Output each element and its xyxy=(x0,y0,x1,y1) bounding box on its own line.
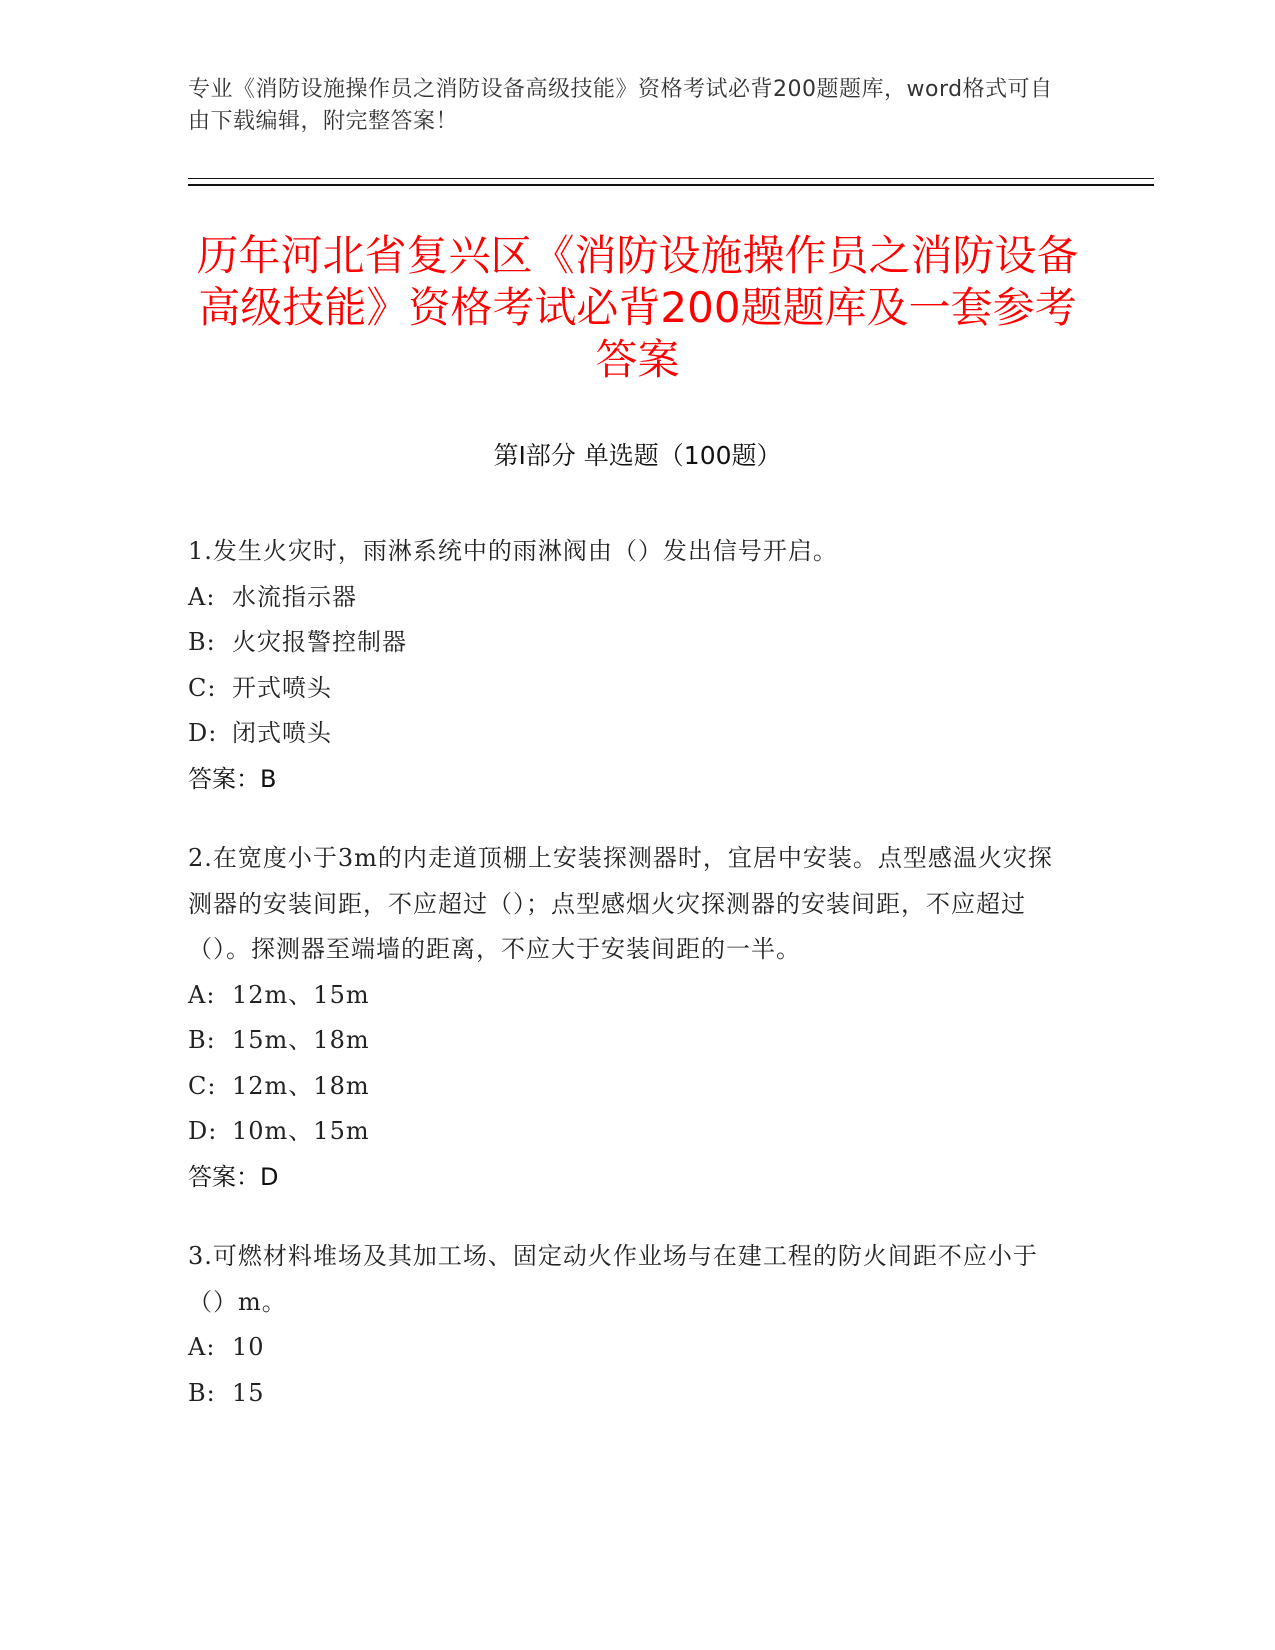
question-stem: 2.在宽度小于3m的内走道顶棚上安装探测器时，宜居中安装。点型感温火灾探测器的安装间距，不应超过（）；点型感烟火灾探测器的安装间距，不应超过（）。探测器至端墙的距离，不应大于安装间距的一半。 xyxy=(188,844,1053,963)
option-b xyxy=(188,1371,1068,1417)
option-text: 15 xyxy=(232,1378,265,1407)
option-b xyxy=(188,620,1068,666)
question-stem: 1.发生火灾时，雨淋系统中的雨淋阀由（）发出信号开启。 xyxy=(188,537,838,565)
option-d xyxy=(188,711,1068,757)
option-a xyxy=(188,973,1068,1019)
question-list xyxy=(188,529,1068,1450)
option-c xyxy=(188,1064,1068,1110)
option-letter: D: xyxy=(188,719,218,747)
document-title: 历年河北省复兴区《消防设施操作员之消防设备高级技能》资格考试必背200题题库及一套参考答案 xyxy=(196,231,1079,384)
option-letter: A: xyxy=(188,1333,216,1361)
answer-line: 答案：D xyxy=(188,1162,279,1191)
question-2 xyxy=(188,836,1068,1200)
option-text: 火灾报警控制器 xyxy=(232,628,407,656)
option-letter: A: xyxy=(188,582,216,611)
option-d xyxy=(188,1109,1068,1155)
option-text: 12m、15m xyxy=(232,980,370,1009)
option-text: 10m、15m xyxy=(232,1117,370,1145)
option-a xyxy=(188,1325,1068,1371)
option-b xyxy=(188,1018,1068,1064)
header-divider-thick xyxy=(188,184,1154,186)
option-a xyxy=(188,575,1068,621)
option-text: 15m、18m xyxy=(232,1026,370,1054)
option-letter: A: xyxy=(188,980,216,1009)
header-note: 专业《消防设施操作员之消防设备高级技能》资格考试必背200题题库，word格式可自由下载编辑，附完整答案！ xyxy=(188,77,1053,134)
option-letter: B: xyxy=(188,628,216,656)
option-text: 开式喷头 xyxy=(232,673,332,702)
option-letter: C: xyxy=(188,1071,217,1100)
option-c xyxy=(188,666,1068,712)
question-3 xyxy=(188,1234,1068,1416)
option-letter: C: xyxy=(188,673,217,702)
option-text: 水流指示器 xyxy=(232,582,357,611)
question-1 xyxy=(188,529,1068,802)
option-letter: B: xyxy=(188,1026,216,1054)
option-text: 闭式喷头 xyxy=(232,719,332,747)
option-text: 10 xyxy=(232,1333,265,1361)
header-divider-thin xyxy=(188,178,1154,179)
option-text: 12m、18m xyxy=(232,1071,370,1100)
answer-line: 答案：B xyxy=(188,764,277,793)
option-letter: B: xyxy=(188,1378,216,1407)
option-letter: D: xyxy=(188,1117,218,1145)
question-stem: 3.可燃材料堆场及其加工场、固定动火作业场与在建工程的防火间距不应小于（）m。 xyxy=(188,1242,1038,1316)
section-heading: 第I部分 单选题（100题） xyxy=(493,441,782,470)
